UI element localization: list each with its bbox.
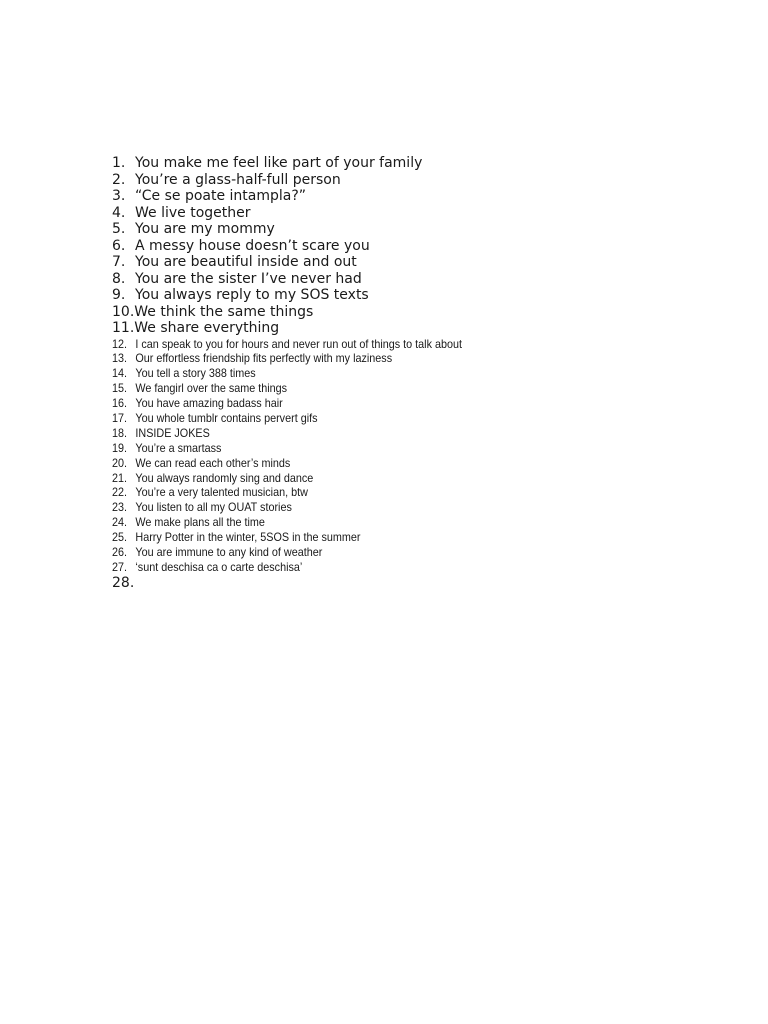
list-item: [112, 471, 670, 486]
list-item: [112, 381, 670, 396]
list-item: [112, 254, 732, 271]
list-item: [112, 287, 732, 304]
item-number: 4.: [112, 204, 126, 221]
list-item: [112, 515, 670, 530]
item-text: You are the sister I’ve never had: [135, 270, 362, 287]
item-text: Harry Potter in the winter, 5SOS in the summer: [135, 530, 361, 545]
item-text: We think the same things: [134, 303, 314, 320]
item-text: “Ce se poate intampla?”: [135, 188, 307, 204]
list-item: [112, 366, 670, 381]
item-number: 8.: [112, 270, 126, 287]
item-number: 26.: [112, 544, 128, 559]
item-text: You are my mommy: [135, 221, 275, 237]
item-number: 21.: [112, 470, 128, 485]
list-item: [112, 545, 670, 560]
item-number: 9.: [112, 287, 126, 303]
item-number: 28.: [112, 574, 135, 591]
item-text: We fangirl over the same things: [135, 381, 288, 396]
item-text: You make me feel like part of your family: [135, 155, 423, 171]
item-number: 11.: [112, 320, 135, 336]
list-item: [112, 456, 670, 471]
item-number: 3.: [112, 188, 126, 204]
item-number: 22.: [112, 485, 128, 500]
item-text: We share everything: [134, 320, 280, 336]
list-item: [112, 396, 670, 411]
list-item: [112, 337, 670, 352]
item-text: I can speak to you for hours and never run out of things to talk about: [135, 336, 463, 351]
list-item: [112, 155, 732, 172]
item-text: A messy house doesn’t scare you: [135, 237, 370, 254]
numbered-list: [112, 155, 732, 592]
list-item: [112, 188, 732, 205]
item-text: You are immune to any kind of weather: [135, 544, 323, 559]
list-item: [112, 426, 670, 441]
item-text: You’re a very talented musician, btw: [135, 485, 308, 500]
item-text: You always reply to my SOS texts: [135, 287, 369, 303]
list-item: [112, 485, 670, 500]
list-item: [112, 530, 670, 545]
item-number: 23.: [112, 500, 128, 515]
item-number: 27.: [112, 559, 128, 574]
item-number: 13.: [112, 351, 128, 366]
item-text: You tell a story 388 times: [135, 366, 256, 381]
item-number: 25.: [112, 530, 128, 545]
item-text: We make plans all the time: [135, 515, 265, 530]
list-item: [112, 560, 670, 575]
item-number: 16.: [112, 396, 128, 411]
item-text: You’re a smartass: [135, 440, 222, 455]
list-item: [112, 441, 670, 456]
item-number: 20.: [112, 455, 128, 470]
list-item: [112, 500, 670, 515]
item-number: 1.: [112, 155, 126, 171]
item-text: You always randomly sing and dance: [135, 470, 314, 485]
item-number: 18.: [112, 425, 128, 440]
item-number: 14.: [112, 366, 128, 381]
item-text: Our effortless friendship fits perfectly with my laziness: [135, 351, 393, 366]
list-item: [112, 221, 732, 238]
item-number: 6.: [112, 237, 126, 254]
list-item: [112, 320, 732, 337]
item-text: You whole tumblr contains pervert gifs: [135, 410, 318, 425]
list-item: [112, 205, 732, 222]
item-text: You have amazing badass hair: [135, 396, 283, 411]
item-number: 5.: [112, 221, 126, 237]
item-number: 7.: [112, 254, 126, 270]
item-number: 10.: [112, 303, 135, 320]
list-item: [112, 172, 732, 189]
item-text: ‘sunt deschisa ca o carte deschisa’: [135, 559, 303, 574]
list-item: [112, 575, 732, 592]
item-text: We live together: [135, 204, 251, 221]
item-number: 19.: [112, 440, 128, 455]
list-item: [112, 271, 732, 288]
item-number: 12.: [112, 336, 128, 351]
list-item: [112, 304, 732, 321]
item-number: 2.: [112, 171, 126, 188]
item-number: 24.: [112, 515, 128, 530]
list-item: [112, 238, 732, 255]
item-text: INSIDE JOKES: [135, 425, 210, 440]
item-text: We can read each other’s minds: [135, 455, 291, 470]
item-text: You are beautiful inside and out: [135, 254, 357, 270]
item-text: You’re a glass-half-full person: [135, 171, 341, 188]
list-item: [112, 411, 670, 426]
list-item: [112, 351, 670, 366]
item-number: 17.: [112, 410, 128, 425]
item-text: You listen to all my OUAT stories: [135, 500, 292, 515]
item-number: 15.: [112, 381, 128, 396]
